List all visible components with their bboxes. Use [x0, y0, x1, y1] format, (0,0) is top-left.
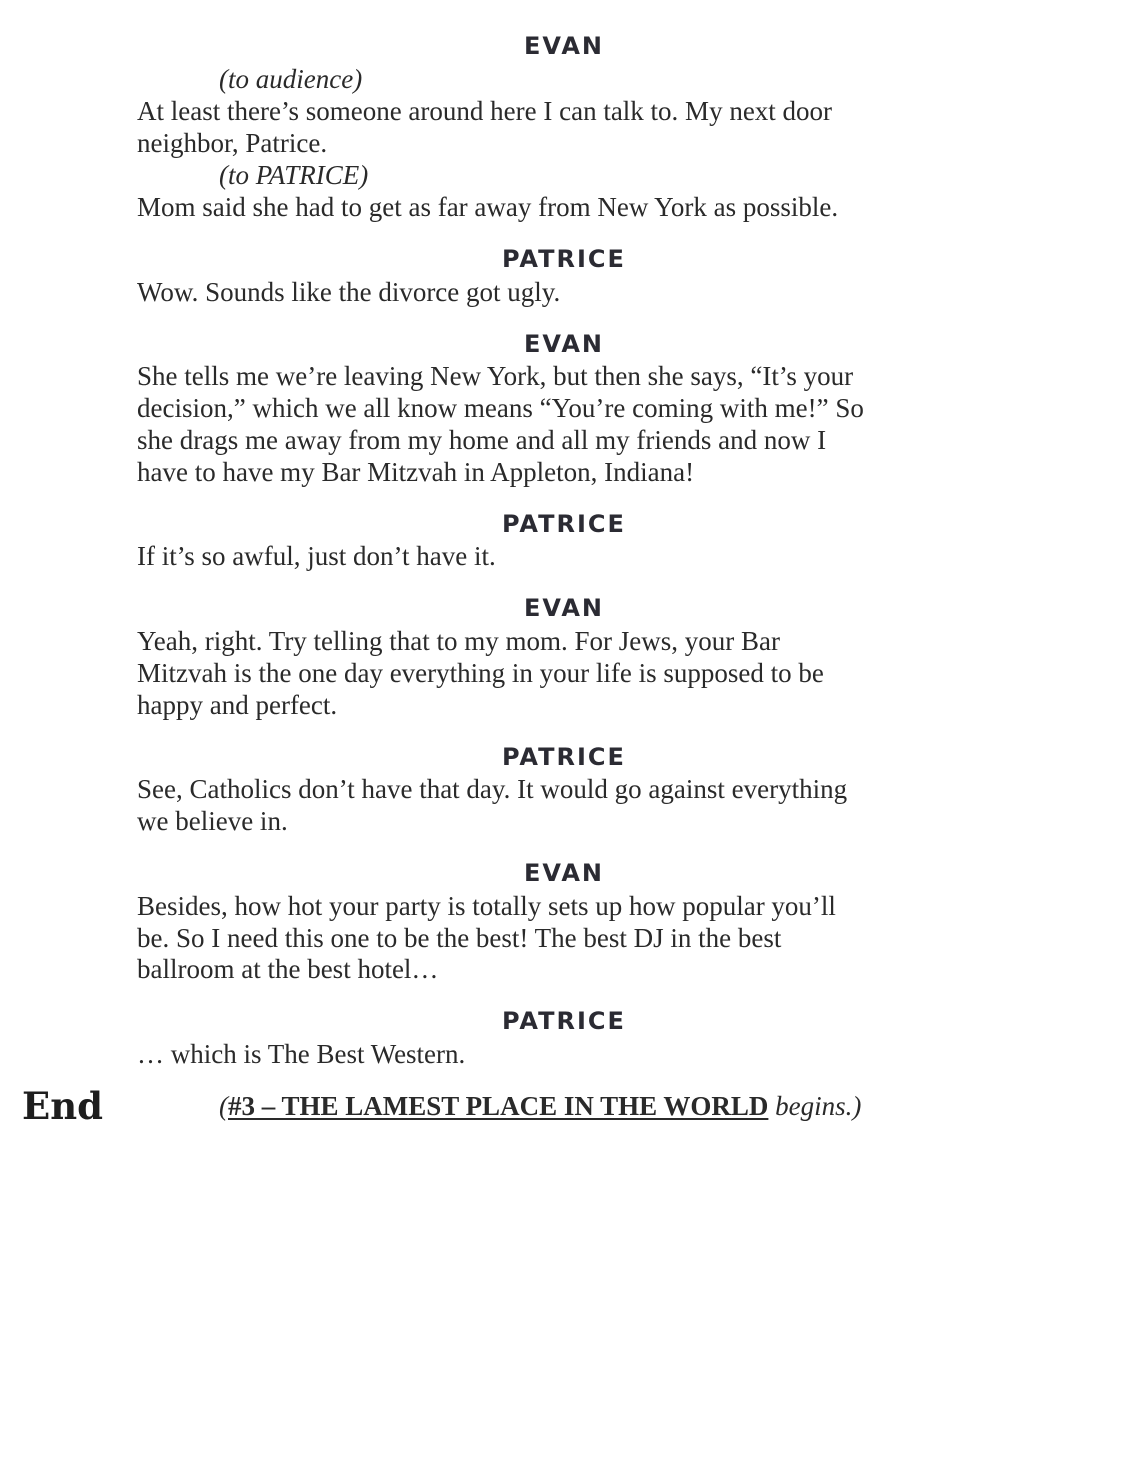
speaker-name: EVAN: [524, 859, 604, 887]
dialogue-line: be. So I need this one to be the best! The best DJ in the best: [137, 923, 782, 953]
dialogue-line: decision,” which we all know means “You’re coming with me!” So: [137, 393, 864, 423]
speaker-name: EVAN: [524, 594, 604, 622]
song-cue: [219, 1090, 861, 1122]
song-cue-suffix: begins.): [768, 1091, 862, 1121]
end-marker: End: [22, 1084, 103, 1128]
song-title: #3 – THE LAMEST PLACE IN THE WORLD: [228, 1091, 769, 1121]
speaker-name: EVAN: [524, 32, 604, 60]
song-cue-open-paren: (: [219, 1091, 228, 1121]
dialogue-line: happy and perfect.: [137, 690, 338, 720]
dialogue-line: neighbor, Patrice.: [137, 128, 328, 158]
speaker-name: PATRICE: [502, 510, 626, 538]
dialogue-line: ballroom at the best hotel…: [137, 954, 439, 984]
dialogue-line: we believe in.: [137, 806, 288, 836]
speaker-name: EVAN: [524, 330, 604, 358]
speaker-name: PATRICE: [502, 245, 626, 273]
dialogue-line: Mitzvah is the one day everything in your life is supposed to be: [137, 658, 824, 688]
speaker-name: PATRICE: [502, 1007, 626, 1035]
stage-direction: (to audience): [219, 64, 363, 94]
stage-direction: (to PATRICE): [219, 160, 369, 190]
dialogue-line: Besides, how hot your party is totally sets up how popular you’ll: [137, 891, 836, 921]
dialogue-line: Mom said she had to get as far away from New York as possible.: [137, 192, 839, 222]
dialogue-line: If it’s so awful, just don’t have it.: [137, 541, 496, 571]
dialogue-line: … which is The Best Western.: [137, 1039, 466, 1069]
dialogue-line: Wow. Sounds like the divorce got ugly.: [137, 277, 561, 307]
dialogue-line: See, Catholics don’t have that day. It would go against everything: [137, 774, 848, 804]
dialogue-line: She tells me we’re leaving New York, but then she says, “It’s your: [137, 361, 854, 391]
dialogue-line: she drags me away from my home and all my friends and now I: [137, 425, 827, 455]
dialogue-line: have to have my Bar Mitzvah in Appleton, Indiana!: [137, 457, 695, 487]
speaker-name: PATRICE: [502, 743, 626, 771]
dialogue-line: At least there’s someone around here I can talk to. My next door: [137, 96, 833, 126]
dialogue-line: Yeah, right. Try telling that to my mom. For Jews, your Bar: [137, 626, 781, 656]
